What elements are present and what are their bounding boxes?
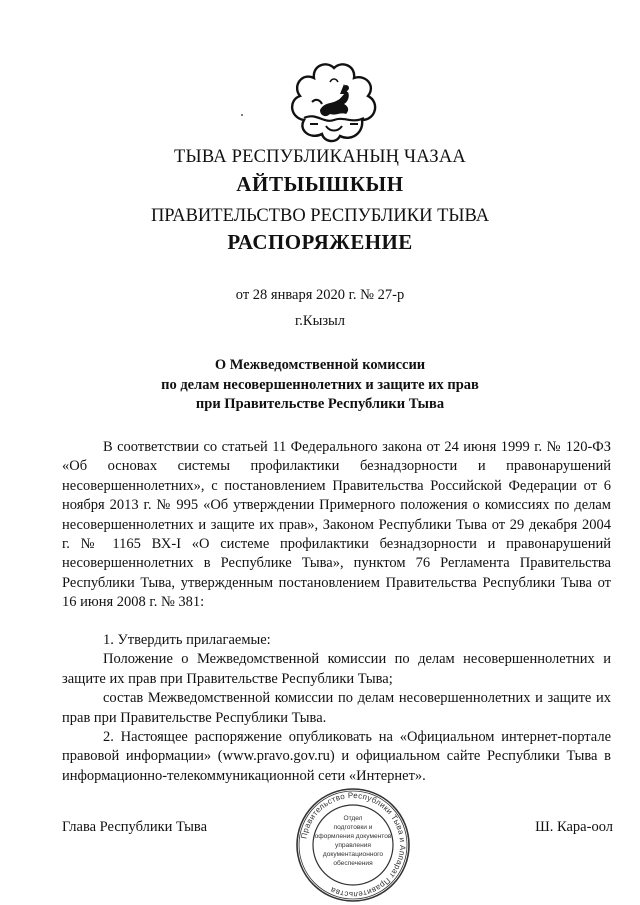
header-russian-line2: РАСПОРЯЖЕНИЕ [227, 230, 413, 254]
resolution-items [62, 631, 611, 786]
preamble-block [62, 438, 611, 613]
signatory-position: Глава Республики Тыва [62, 819, 208, 835]
title-line-1: О Межведомственной комиссии [214, 357, 426, 373]
seal-ring-text: Правительство Республики Тыва и Аппарат Правительства [299, 790, 408, 900]
title-line-3: при Правительстве Республики Тыва [195, 396, 445, 412]
header-tuvan-line2: АЙТЫЫШКЫН [236, 172, 404, 196]
scan-speck [241, 114, 243, 116]
item-1-heading: 1. Утвердить прилагаемые: [103, 632, 271, 648]
seal-inner-line-4: управления [335, 842, 371, 849]
document-date-number: от 28 января 2020 г. № 27-р [235, 287, 405, 303]
item-2: 2. Настоящее распоряжение опубликовать на «Официальном интернет-портале правовой информации» (www.pravo.gov.ru) и официальном сайте Республики Тыва в информационно-телекоммуникационной сети «Интернет». [62, 729, 611, 784]
header-tuvan-line1: ТЫВА РЕСПУБЛИКАНЫҢ ЧАЗАА [174, 147, 466, 167]
item-1-sub-a: Положение о Межведомственной комиссии по делам несовершеннолетних и защите их прав при Правительстве Республики Тыва; [62, 651, 611, 687]
seal-inner-line-2: подготовки и [333, 824, 373, 831]
coat-of-arms-emblem-icon [290, 62, 378, 144]
signatory-name: Ш. Кара-оол [535, 819, 613, 835]
seal-inner-line-5: документационного [322, 851, 384, 858]
seal-inner-line-6: обеспечения [333, 860, 373, 867]
seal-inner-line-1: Отдел [343, 815, 363, 822]
official-seal-icon [295, 787, 411, 903]
seal-inner-line-3: оформления документов [314, 833, 392, 840]
document-title [0, 356, 640, 415]
item-1-sub-b: состав Межведомственной комиссии по делам несовершеннолетних и защите их прав при Правительстве Республики Тыва. [62, 690, 611, 726]
header-russian-line1: ПРАВИТЕЛЬСТВО РЕСПУБЛИКИ ТЫВА [150, 206, 490, 226]
document-city: г.Кызыл [294, 313, 346, 329]
preamble-paragraph: В соответствии со статьей 11 Федерального закона от 24 июня 1999 г. № 120-ФЗ «Об основах системы профилактики безнадзорности и правонарушений несовершеннолетних», с постановлением Правительства Российской Федерации от 6 ноября 2013 г. № 995 «Об утверждении Примерного положения о комиссиях по делам несовершеннолетних и защите их прав», Законом Республики Тыва от 29 декабря 2004 г. № 1165 ВХ-I «О системе профилактики безнадзорности и правонарушений несовершеннолетних в Республике Тыва», пунктом 76 Регламента Правительства Республики Тыва, утвержденным постановлением Правительства Республики Тыва от 16 июня 2008 г. № 381: [62, 439, 611, 611]
title-line-2: по делам несовершеннолетних и защите их прав [161, 376, 479, 393]
